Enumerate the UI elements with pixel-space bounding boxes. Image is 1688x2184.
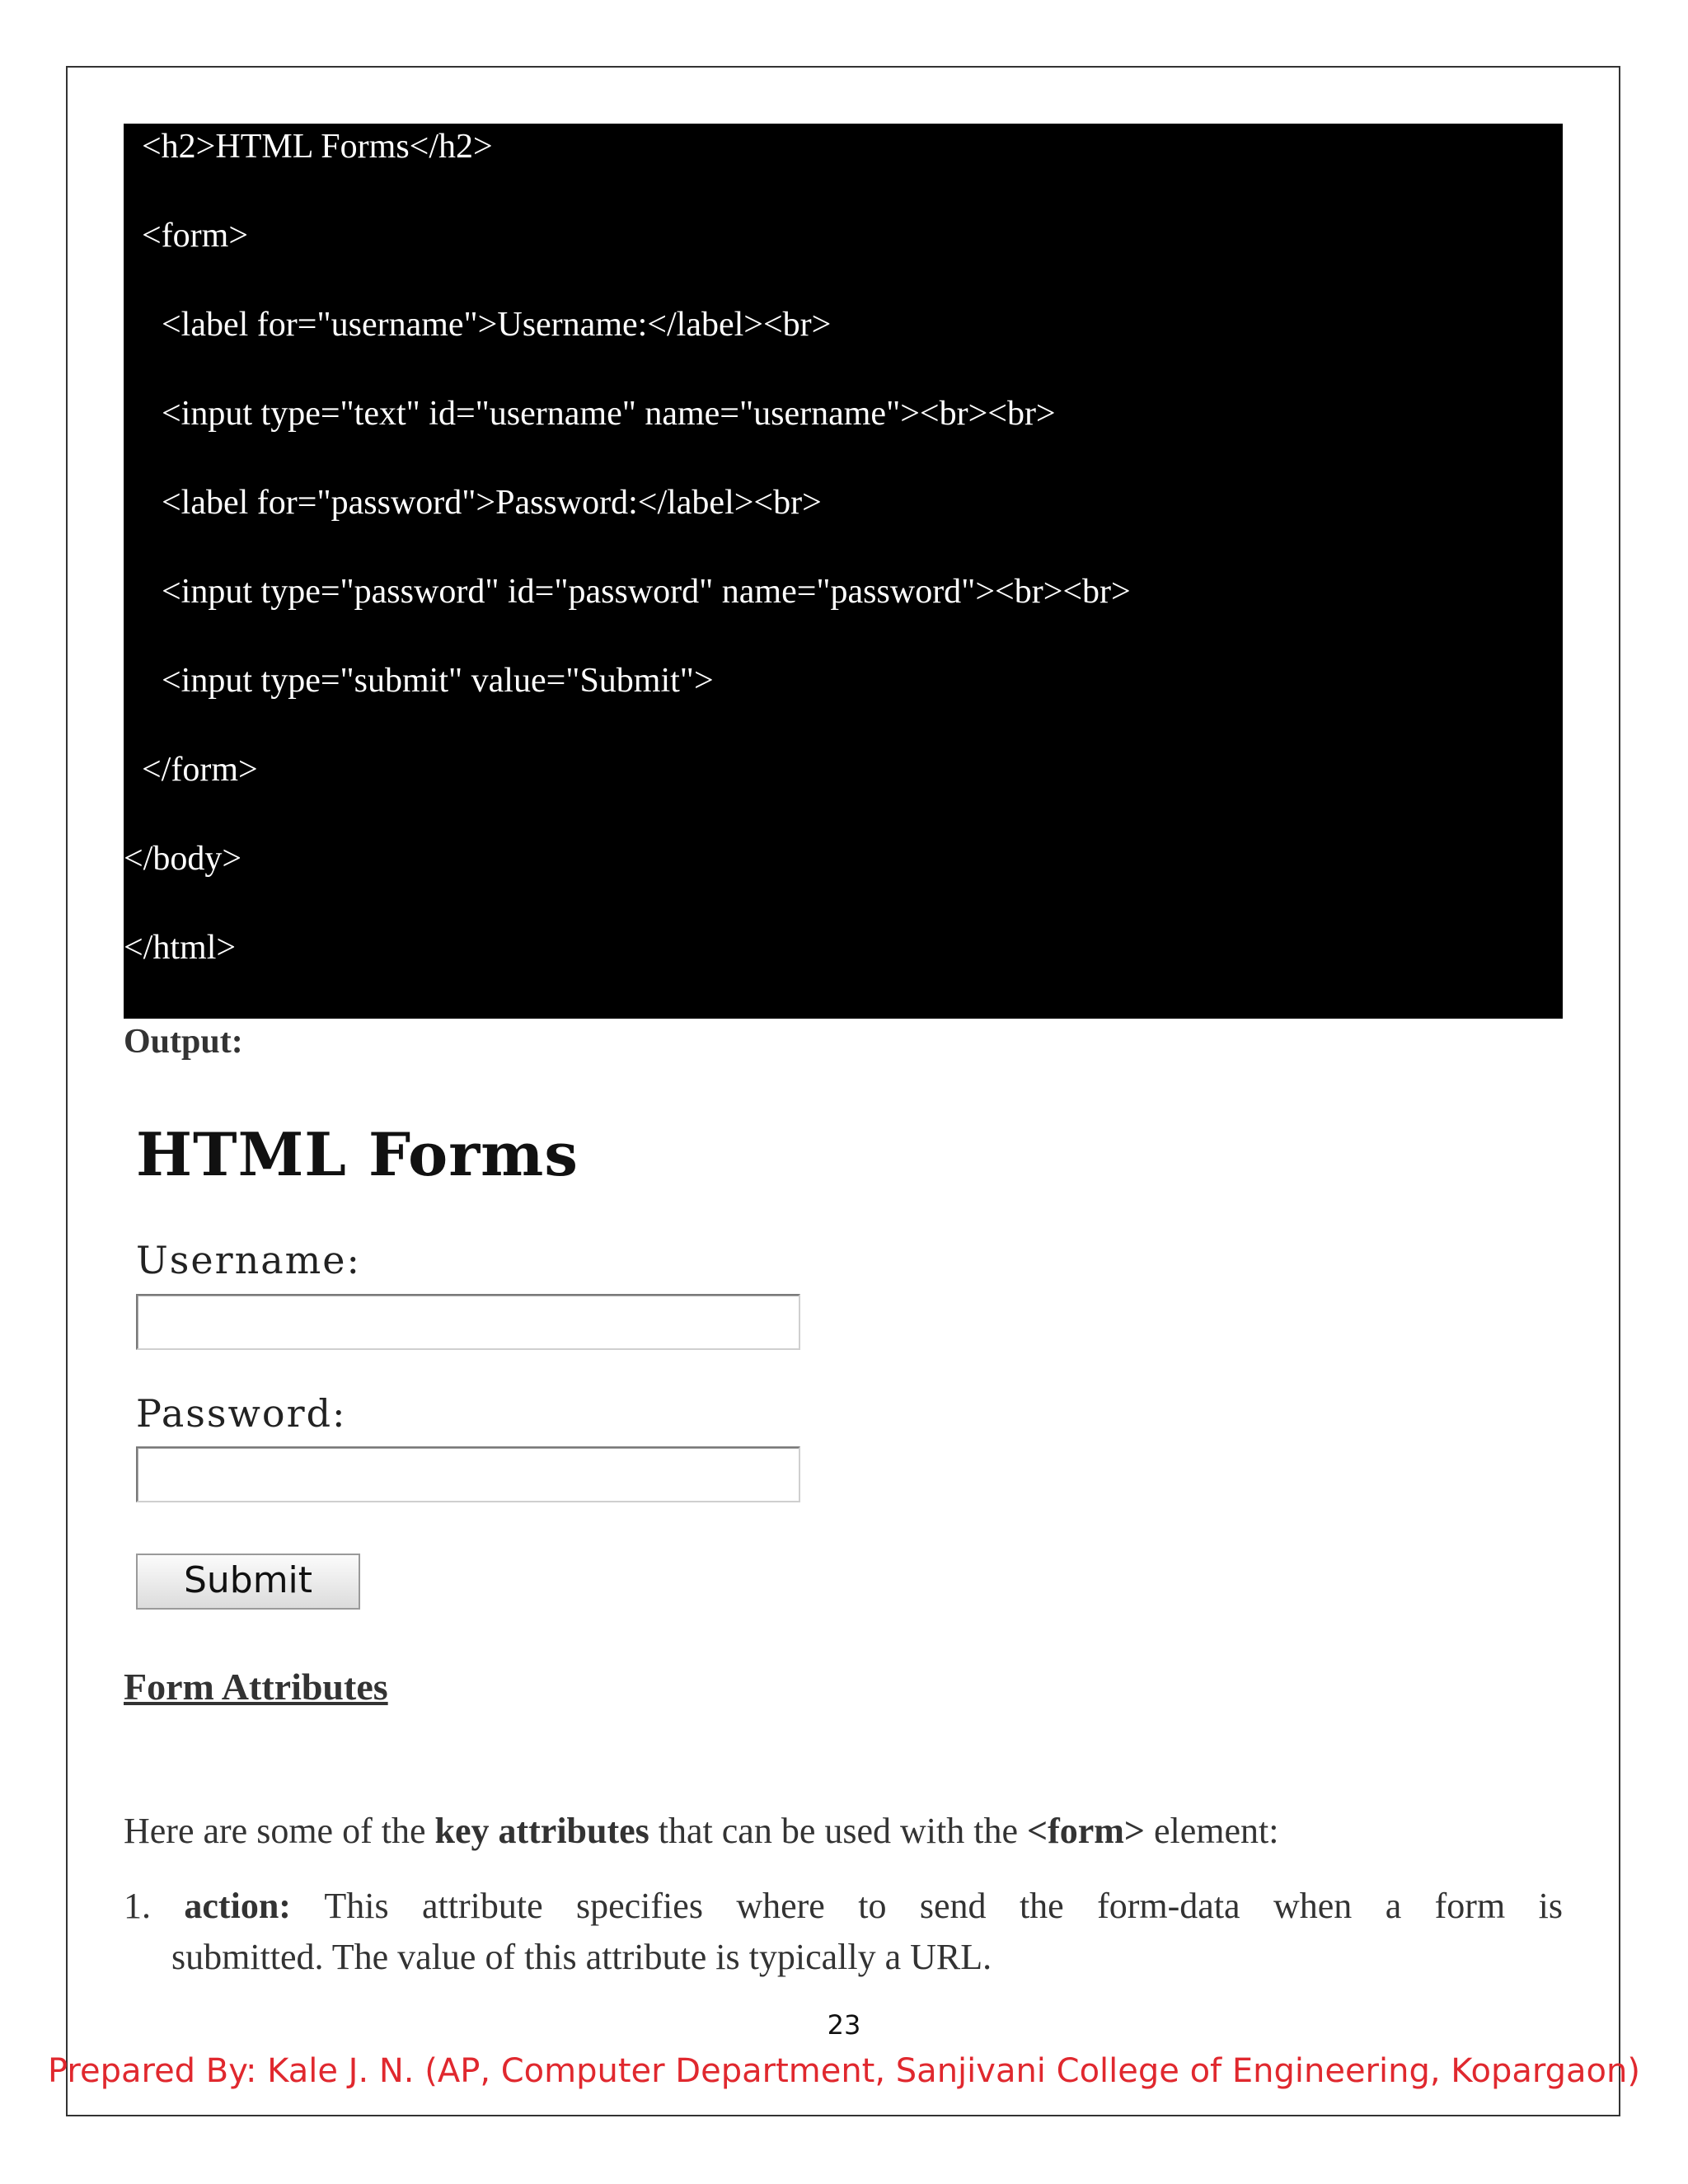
code-line: </body> [124, 840, 242, 878]
code-line: <input type="submit" value="Submit"> [162, 662, 714, 700]
demo-username-label: Username: [136, 1238, 361, 1282]
list-word: the [1019, 1886, 1064, 1926]
list-item-action [124, 1881, 1563, 1983]
code-line: <input type="text" id="username" name="username"><br><br> [162, 395, 1056, 433]
list-item-line [124, 1881, 1563, 1932]
list-word: where [736, 1886, 825, 1926]
code-line: <label for="password">Password:</label><br> [162, 484, 822, 522]
intro-text: Here are some of the [124, 1811, 435, 1851]
intro-bold-key-attributes: key attributes [434, 1811, 649, 1851]
code-line: <form> [142, 217, 249, 255]
section-heading: Form Attributes [124, 1666, 388, 1708]
list-word: is [1538, 1886, 1563, 1926]
list-word: form-data [1097, 1886, 1240, 1926]
demo-password-label: Password: [136, 1391, 347, 1436]
list-word: attribute [421, 1886, 543, 1926]
list-word: form [1434, 1886, 1506, 1926]
code-line: </form> [142, 751, 258, 789]
intro-bold-form-tag: <form> [1027, 1811, 1145, 1851]
demo-form-title: HTML Forms [136, 1119, 579, 1189]
page-number: 23 [827, 2009, 861, 2041]
list-word: a [1385, 1886, 1402, 1926]
code-line: </html> [124, 929, 237, 967]
intro-paragraph [124, 1810, 1278, 1852]
demo-submit-button[interactable]: Submit [136, 1554, 360, 1610]
code-block [124, 124, 1563, 1019]
footer-credit: Prepared By: Kale J. N. (AP, Computer Department, Sanjivani College of Engineering, Kopargaon) [48, 2052, 1640, 2090]
list-item-line: submitted. The value of this attribute is typically a URL. [171, 1937, 992, 1977]
list-word: when [1273, 1886, 1353, 1926]
demo-username-input[interactable] [136, 1294, 800, 1350]
list-item-term: action: [184, 1886, 291, 1926]
code-line: <label for="username">Username:</label><br> [162, 306, 832, 344]
list-word: specifies [576, 1886, 703, 1926]
code-line: <input type="password" id="password" name="password"><br><br> [162, 573, 1131, 611]
code-line: <h2>HTML Forms</h2> [142, 128, 493, 166]
output-label: Output: [124, 1023, 243, 1061]
demo-password-input[interactable] [136, 1446, 800, 1502]
list-item-number: 1. [124, 1886, 151, 1926]
list-word: to [858, 1886, 887, 1926]
intro-text: element: [1144, 1811, 1279, 1851]
list-word: send [919, 1886, 987, 1926]
intro-text: that can be used with the [649, 1811, 1027, 1851]
list-word: This [324, 1886, 389, 1926]
